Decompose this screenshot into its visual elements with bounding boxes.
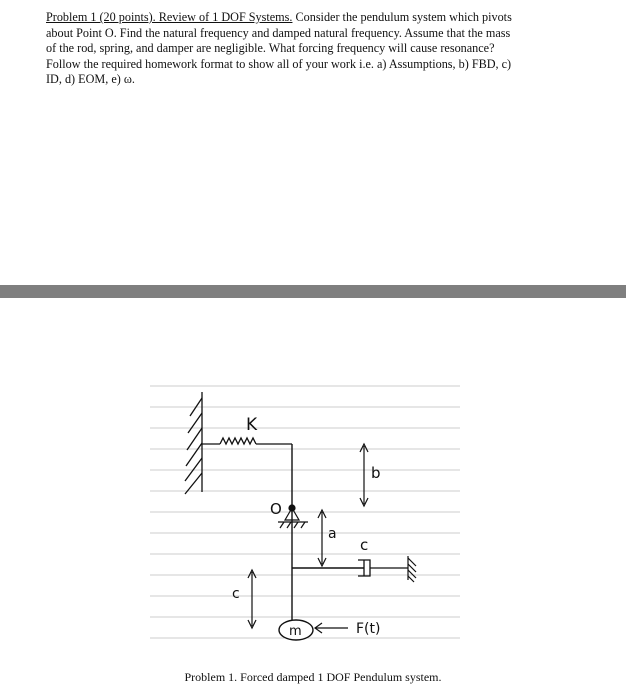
mass-label: m	[289, 624, 302, 639]
problem-heading: Problem 1 (20 points). Review of 1 DOF Systems.	[46, 10, 293, 24]
spring	[202, 438, 292, 444]
problem-line-5: ID, d) EOM, e) ω.	[46, 72, 135, 87]
dimension-c-label: c	[232, 586, 240, 602]
damper	[358, 560, 408, 576]
problem-line-1-rest: Consider the pendulum system which pivots	[292, 10, 512, 24]
gray-divider-bar	[0, 285, 626, 298]
dimension-a-label: a	[328, 526, 337, 542]
problem-line-4: Follow the required homework format to show all of your work i.e. a) Assumptions, b) FBD, c)	[46, 56, 512, 71]
dimension-c-arrow	[248, 570, 256, 628]
damper-label: c	[360, 536, 369, 554]
figure-caption: Problem 1. Forced damped 1 DOF Pendulum system.	[184, 670, 442, 684]
pivot-label: O	[270, 500, 282, 518]
problem-line-3: of the rod, spring, and damper are negligible. What forcing frequency will cause resonance?	[46, 41, 495, 56]
pivot-support	[278, 505, 308, 528]
dimension-b-arrow	[360, 444, 368, 506]
dimension-b-label: b	[371, 464, 381, 482]
spring-label: K	[246, 415, 258, 435]
force-label: F(t)	[356, 621, 381, 637]
ruled-lines	[150, 386, 460, 638]
force-arrow	[315, 623, 348, 633]
problem-line-1	[46, 10, 586, 26]
pendulum-figure	[150, 380, 460, 650]
problem-line-2: about Point O. Find the natural frequency and damped natural frequency. Assume that the mass	[46, 25, 511, 40]
problem-statement	[46, 10, 586, 88]
damper-wall	[408, 556, 416, 582]
dimension-a-arrow	[318, 510, 326, 566]
